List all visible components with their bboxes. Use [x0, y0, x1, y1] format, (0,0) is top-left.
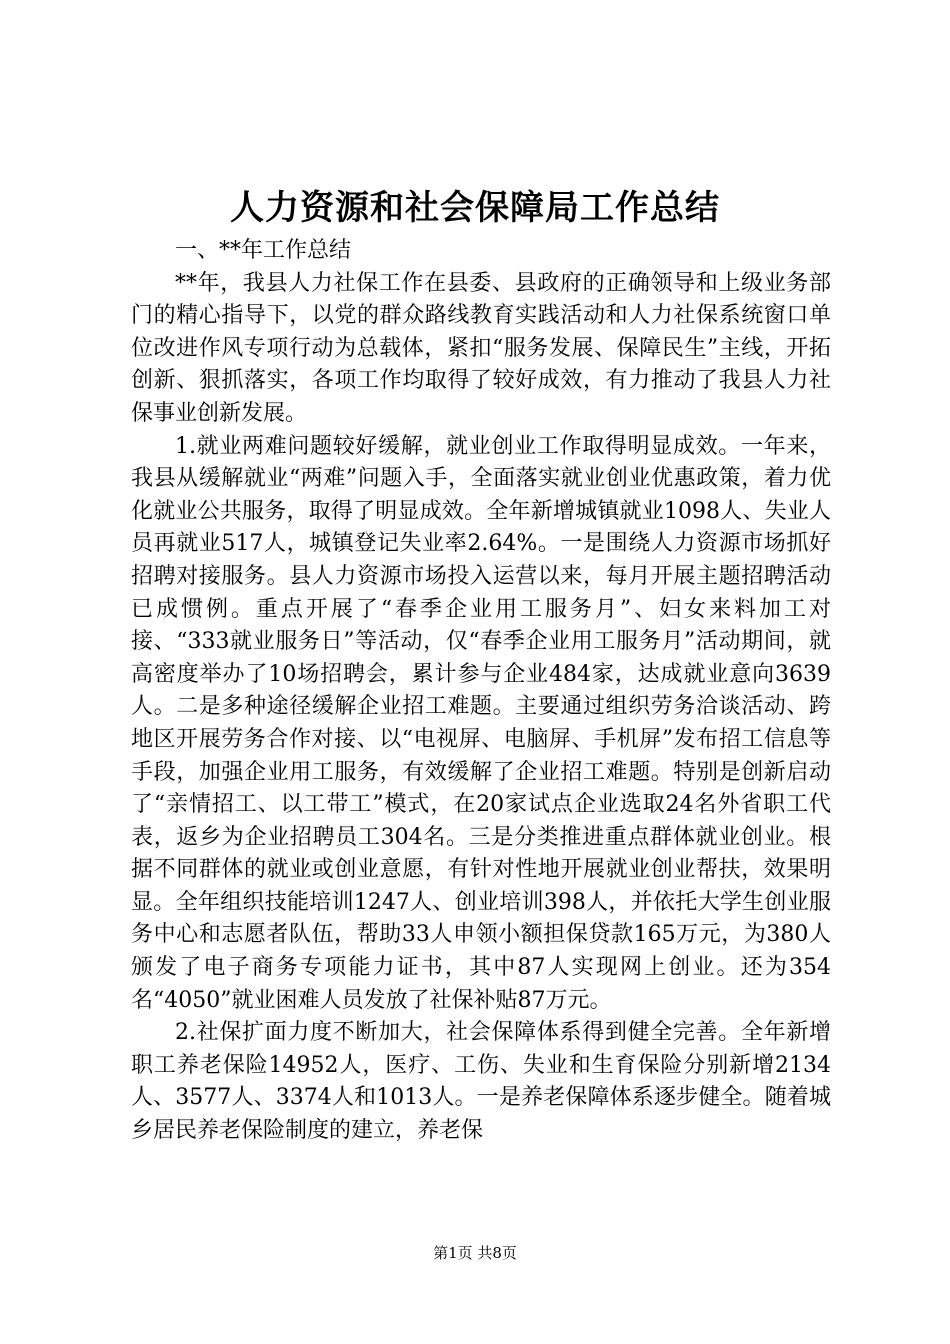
- page-footer: 第1页 共8页: [433, 1244, 517, 1262]
- document-body: [131, 235, 831, 1148]
- paragraph-employment: 1.就业两难问题较好缓解，就业创业工作取得明显成效。一年来，我县从缓解就业“两难”问题入手，全面落实就业创业优惠政策，着力优化就业公共服务，取得了明显成效。全年新增城镇就业1098人、失业人员再就业517人，城镇登记失业率2.64%。一是围绕人力资源市场抓好招聘对接服务。县人力资源市场投入运营以来，每月开展主题招聘活动已成惯例。重点开展了“春季企业用工服务月”、妇女来料加工对接、“333就业服务日”等活动，仅“春季企业用工服务月”活动期间，就高密度举办了10场招聘会，累计参与企业484家，达成就业意向3639人。二是多种途径缓解企业招工难题。主要通过组织劳务洽谈活动、跨地区开展劳务合作对接、以“电视屏、电脑屏、手机屏”发布招工信息等手段，加强企业用工服务，有效缓解了企业招工难题。特别是创新启动了“亲情招工、以工带工”模式，在20家试点企业选取24名外省职工代表，返乡为企业招聘员工304名。三是分类推进重点群体就业创业。根据不同群体的就业或创业意愿，有针对性地开展就业创业帮扶，效果明显。全年组织技能培训1247人、创业培训398人，并依托大学生创业服务中心和志愿者队伍，帮助33人申领小额担保贷款165万元，为380人颁发了电子商务专项能力证书，其中87人实现网上创业。还为354名“4050”就业困难人员发放了社保补贴87万元。: [131, 433, 831, 1013]
- paragraph-intro: **年，我县人力社保工作在县委、县政府的正确领导和上级业务部门的精心指导下，以党的群众路线教育实践活动和人力社保系统窗口单位改进作风专项行动为总载体，紧扣“服务发展、保障民生”主线，开拓创新、狠抓落实，各项工作均取得了较好成效，有力推动了我县人力社保事业创新发展。: [131, 270, 831, 426]
- section-heading: 一、**年工作总结: [175, 238, 352, 263]
- document-title: 人力资源和社会保障局工作总结: [230, 188, 720, 228]
- paragraph-social-security: 2.社保扩面力度不断加大，社会保障体系得到健全完善。全年新增职工养老保险14952人，医疗、工伤、失业和生育保险分别新增2134人、3577人、3374人和1013人。一是养老保障体系逐步健全。随着城乡居民养老保险制度的建立，养老保: [131, 1020, 831, 1144]
